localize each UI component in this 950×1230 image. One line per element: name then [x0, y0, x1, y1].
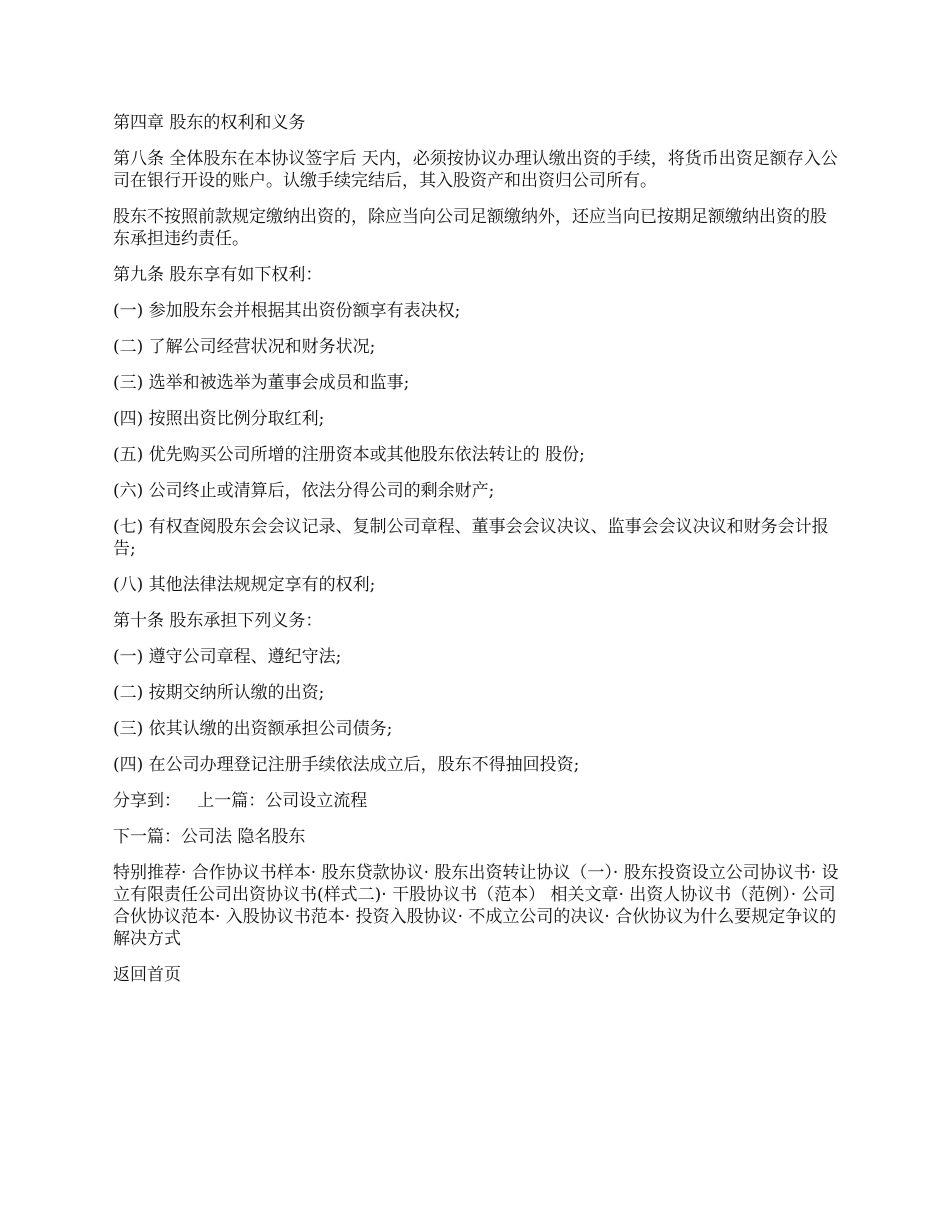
next-article-link[interactable]: 公司法 隐名股东 — [181, 827, 306, 847]
article-8-paragraph-2: 股东不按照前款规定缴纳出资的，除应当向公司足额缴纳外，还应当向已按期足额缴纳出资的股东承担违约责任。 — [113, 207, 827, 249]
right-item: (八) 其他法律法规规定享有的权利; — [113, 575, 376, 595]
duty-item: (三) 依其认缴的出资额承担公司债务; — [113, 719, 393, 739]
right-item: (三) 选举和被选举为董事会成员和监事; — [113, 373, 410, 393]
right-item: (四) 按照出资比例分取红利; — [113, 409, 325, 429]
duty-item: (四) 在公司办理登记注册手续依法成立后，股东不得抽回投资; — [113, 755, 580, 775]
right-item: (二) 了解公司经营状况和财务状况; — [113, 337, 376, 357]
next-line — [113, 826, 843, 848]
duty-item: (二) 按期交纳所认缴的出资; — [113, 683, 325, 703]
home-link[interactable]: 返回首页 — [113, 965, 181, 985]
recommendations[interactable]: 特别推荐· 合作协议书样本· 股东贷款协议· 股东出资转让协议（一）· 股东投资设立公司协议书· 设立有限责任公司出资协议书(样式二)· 干股协议书（范本） 相关文章· 出资人协议书（范例）· 公司合伙协议范本· 入股协议书范本· 投资入股协议· 不成立公司的决议· 合伙协议为什么要规定争议的解决方式 — [113, 863, 839, 949]
next-label: 下一篇： — [113, 827, 181, 847]
right-item: (六) 公司终止或清算后，依法分得公司的剩余财产; — [113, 481, 495, 501]
prev-article-link[interactable]: 公司设立流程 — [265, 791, 368, 811]
article-body — [113, 112, 843, 1000]
share-prev-line — [113, 790, 843, 812]
right-item: (五) 优先购买公司所增的注册资本或其他股东依法转让的 股份; — [113, 445, 585, 465]
article-8: 第八条 全体股东在本协议签字后 天内，必须按协议办理认缴出资的手续，将货币出资足额存入公司在银行开设的账户。认缴手续完结后，其入股资产和出资归公司所有。 — [113, 149, 838, 191]
chapter-title: 第四章 股东的权利和义务 — [113, 113, 306, 133]
article-9: 第九条 股东享有如下权利： — [113, 265, 323, 285]
share-label[interactable]: 分享到： — [113, 791, 181, 811]
prev-label: 上一篇： — [197, 791, 266, 811]
article-10: 第十条 股东承担下列义务： — [113, 611, 323, 631]
right-item: (七) 有权查阅股东会会议记录、复制公司章程、董事会会议决议、监事会会议决议和财务会计报告; — [113, 517, 829, 559]
right-item: (一) 参加股东会并根据其出资份额享有表决权; — [113, 301, 461, 321]
duty-item: (一) 遵守公司章程、遵纪守法; — [113, 647, 342, 667]
